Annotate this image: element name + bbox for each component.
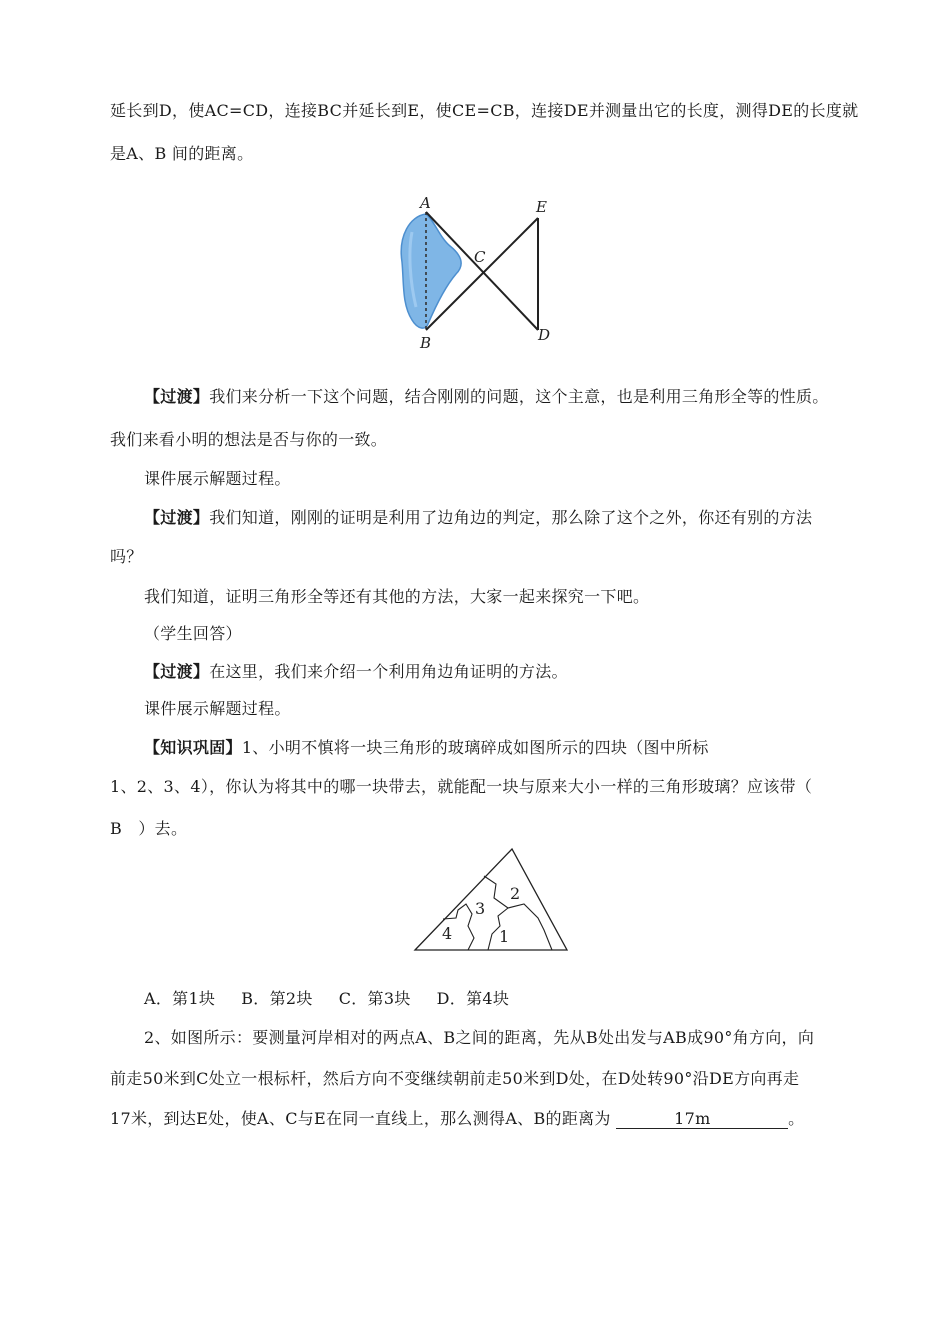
paragraph-line (144, 737, 709, 759)
option-d[interactable]: D．第4块 (436, 989, 510, 1008)
paragraph-line: 2、如图所示：要测量河岸相对的两点A、B之间的距离，先从B处出发与AB成90°角方向，向 (144, 1028, 815, 1047)
piece-label-3: 3 (475, 899, 486, 918)
congruent-triangles-figure (388, 192, 568, 352)
paragraph-line (144, 507, 812, 529)
paragraph-text: 1、小明不慎将一块三角形的玻璃碎成如图所示的四块（图中所标 (241, 738, 709, 757)
paragraph-line: 1、2、3、4），你认为将其中的哪一块带去，就能配一块与原来大小一样的三角形玻璃？应该带（ (110, 777, 813, 796)
broken-glass-figure (412, 846, 572, 954)
transition-label: 【过渡】 (144, 662, 210, 681)
option-b[interactable]: B．第2块 (241, 989, 313, 1008)
paragraph-text: 。 (788, 1109, 805, 1128)
paragraph-line: 我们来看小明的想法是否与你的一致。 (110, 430, 388, 449)
paragraph-line: B ）去。 (110, 819, 188, 838)
label-e: E (536, 198, 547, 216)
transition-label: 【过渡】 (144, 387, 210, 406)
option-c[interactable]: C．第3块 (338, 989, 411, 1008)
paragraph-line: 延长到D，使AC=CD，连接BC并延长到E，使CE=CB，连接DE并测量出它的长度，测得DE的长度就 (110, 101, 859, 120)
piece-label-2: 2 (510, 884, 521, 903)
paragraph-line: （学生回答） (144, 624, 242, 643)
label-a: A (420, 194, 431, 212)
paragraph-line: 课件展示解题过程。 (144, 469, 291, 488)
paragraph-text: 我们知道，刚刚的证明是利用了边角边的判定，那么除了这个之外，你还有别的方法 (209, 508, 813, 527)
paragraph-text: 17米，到达E处，使A、C与E在同一直线上，那么测得A、B的距离为 (110, 1109, 611, 1128)
paragraph-line (144, 386, 829, 408)
paragraph-line (110, 1108, 804, 1130)
knowledge-label: 【知识巩固】 (144, 738, 242, 757)
paragraph-line: 吗？ (110, 547, 143, 566)
paragraph-line: 课件展示解题过程。 (144, 699, 291, 718)
paragraph-line: 我们知道，证明三角形全等还有其他的方法，大家一起来探究一下吧。 (144, 587, 650, 606)
outer-triangle (415, 849, 567, 950)
paragraph-text: 我们来分析一下这个问题，结合刚刚的问题，这个主意，也是利用三角形全等的性质。 (209, 387, 829, 406)
paragraph-line: 前走50米到C处立一根标杆，然后方向不变继续朝前走50米到D处，在D处转90°沿DE方向再走 (110, 1069, 800, 1088)
label-c: C (474, 248, 486, 266)
label-b: B (420, 334, 432, 352)
paragraph-line: 是A、B 间的距离。 (110, 144, 254, 163)
piece-label-4: 4 (442, 924, 453, 943)
answer-options (144, 988, 535, 1010)
transition-label: 【过渡】 (144, 508, 210, 527)
option-a[interactable]: A．第1块 (144, 989, 216, 1008)
answer-blank[interactable]: 17m (616, 1110, 788, 1129)
paragraph-line (144, 661, 568, 683)
piece-label-1: 1 (499, 927, 510, 946)
paragraph-text: 在这里，我们来介绍一个利用角边角证明的方法。 (209, 662, 568, 681)
label-d: D (538, 326, 551, 344)
